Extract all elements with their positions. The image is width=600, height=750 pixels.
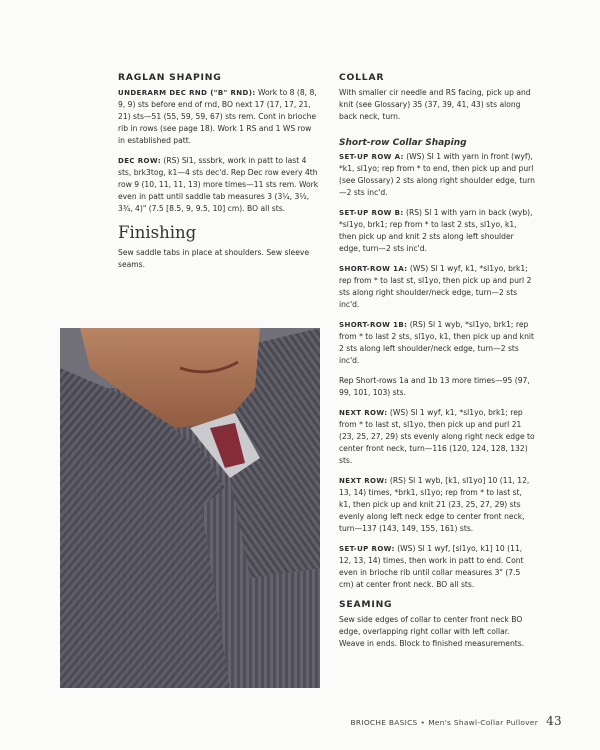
finishing-heading: Finishing [118, 223, 197, 242]
next-row-ws [339, 407, 535, 467]
page-number: 43 [546, 714, 562, 728]
right-column [339, 72, 535, 658]
short-row-1a [339, 263, 535, 311]
collar-intro: With smaller cir needle and RS facing, pick up and knit (see Glossary) 35 (37, 39, 41, 43) sts along back neck, turn. [339, 88, 531, 121]
sweater-photo [60, 328, 320, 688]
short-row-1b [339, 319, 535, 367]
next-row-rs-text: (RS) Sl 1 wyb, [k1, sl1yo] 10 (11, 12, 13, 14) times, *brk1, sl1yo; rep from * to last st, k1, then pick up and knit 21 (23, 25, 27, 29) sts evenly along left neck edge to center front neck, turn—137 (143, 149, 155, 161) sts. [339, 476, 530, 533]
setup-row-final-label: SET-UP ROW: [339, 545, 395, 553]
left-column [118, 72, 320, 279]
short-row-1b-label: SHORT-ROW 1B: [339, 321, 408, 329]
next-row-rs-label: NEXT ROW: [339, 477, 388, 485]
raglan-heading: RAGLAN SHAPING [118, 72, 222, 83]
seaming-heading: SEAMING [339, 599, 393, 610]
next-row-rs [339, 475, 535, 535]
setup-row-a-label: SET-UP ROW A: [339, 153, 404, 161]
short-row-1a-text: (WS) Sl 1 wyf, k1, *sl1yo, brk1; rep from * to last st, sl1yo, then pick up and purl 2 sts along right shoulder/neck edge, turn—2 sts inc'd. [339, 264, 532, 309]
underarm-text: Work to 8 (8, 8, 9, 9) sts before end of rnd, BO next 17 (17, 17, 21, 21) sts—51 (55, 59, 59, 67) sts rem. Cont in brioche rib in rows (see page 18). Work 1 RS and 1 WS row in established patt. [118, 88, 317, 145]
dec-row-label: DEC ROW: [118, 157, 162, 165]
short-row-1b-text: (RS) Sl 1 wyb, *sl1yo, brk1; rep from * to last 2 sts, sl1yo, k1, then pick up and knit 2 sts along left shoulder/neck edge, turn—2 sts inc'd. [339, 320, 534, 365]
underarm-label: UNDERARM DEC RND ("B" RND): [118, 89, 256, 97]
finishing-text: Sew saddle tabs in place at shoulders. Sew sleeve seams. [118, 248, 310, 269]
setup-row-a [339, 151, 535, 199]
short-row-heading: Short-row Collar Shaping [339, 138, 467, 148]
setup-row-a-text: (WS) Sl 1 with yarn in front (wyf), *k1, sl1yo; rep from * to end, then pick up and purl (see Glossary) 2 sts along right shoulder edge, turn—2 sts inc'd. [339, 152, 535, 197]
footer-section: BRIOCHE BASICS [350, 718, 418, 727]
dec-row-text: (RS) Sl1, sssbrk, work in patt to last 4 sts, brk3tog, k1—4 sts dec'd. Rep Dec row every 4th row 9 (10, 11, 11, 13) more times—11 sts rem. Work even in patt until saddle tab measures 3 (3¼, 3½, 3¾, 4)" (7.5 [8.5, 9, 9.5, 10] cm). BO all sts. [118, 156, 319, 213]
seaming-text: Sew side edges of collar to center front neck BO edge, overlapping right collar with left collar. Weave in ends. Block to finished measurements. [339, 615, 525, 648]
setup-row-b [339, 207, 535, 255]
page-footer [351, 714, 562, 728]
setup-row-b-label: SET-UP ROW B: [339, 209, 404, 217]
footer-title: Men's Shawl-Collar Pullover [428, 718, 539, 727]
setup-row-final [339, 543, 535, 591]
footer-bullet: • [420, 718, 426, 727]
next-row-ws-label: NEXT ROW: [339, 409, 388, 417]
repeat-paragraph: Rep Short-rows 1a and 1b 13 more times—95 (97, 99, 101, 103) sts. [339, 376, 530, 397]
next-row-ws-text: (WS) Sl 1 wyf, k1, *sl1yo, brk1; rep from * to last st, sl1yo, then pick up and purl 21 (23, 25, 27, 29) sts evenly along right neck edge to center front neck, turn—116 (120, 124, 128, 132) sts. [339, 408, 535, 465]
setup-row-b-text: (RS) Sl 1 with yarn in back (wyb), *sl1yo, brk1; rep from * to last 2 sts, sl1yo, k1, then pick up and knit 2 sts along left shoulder edge, turn—2 sts inc'd. [339, 208, 533, 253]
dec-row-paragraph [118, 155, 320, 215]
short-row-1a-label: SHORT-ROW 1A: [339, 265, 408, 273]
setup-row-final-text: (WS) Sl 1 wyf, [sl1yo, k1] 10 (11, 12, 13, 14) times, then work in patt to end. Cont even in brioche rib until collar measures 3" (7.5 cm) at center front neck. BO all sts. [339, 544, 524, 589]
sweater-illustration [60, 328, 320, 688]
underarm-paragraph [118, 87, 320, 147]
collar-heading: COLLAR [339, 72, 385, 83]
